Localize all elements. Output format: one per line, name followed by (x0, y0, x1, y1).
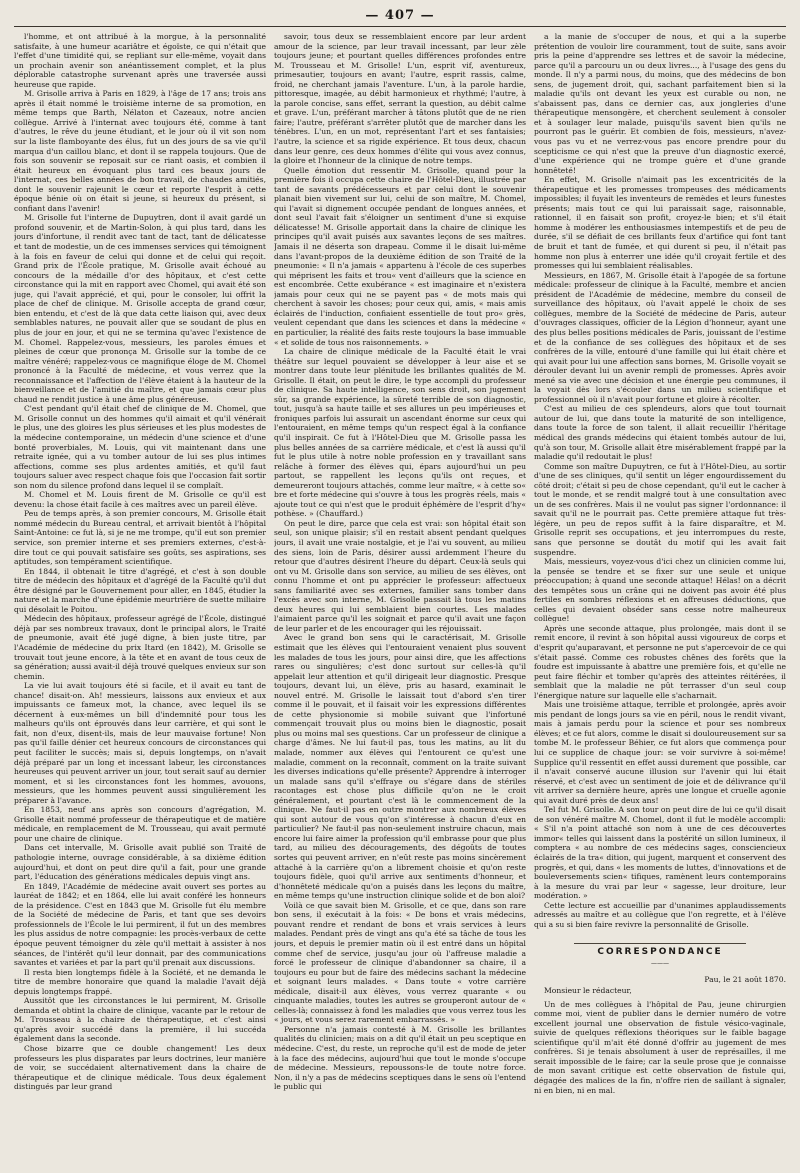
letter-salutation: Monsieur le rédacteur, (544, 986, 632, 996)
paragraph: Chose bizarre que ce double changement! Les deux professeurs les plus disparates par leurs doctrines, leur manière de voir, se succédaient alternativement dans la chaire de thérapeutique et de clinique médicale. Tous deux également distingués par leur grand (14, 1043, 266, 1092)
letter-dateline: Pau, le 21 août 1870. (704, 974, 786, 984)
paragraph: La chaire de clinique médicale de la Faculté était le vrai théâtre sur lequel pouvaient se développer à leur aise et se montrer dans toute leur plénitude les brillantes qualités de M. Grisolle. Il était, on peut le dire, le type accompli du professeur de clinique. Sa haute intelligence, son sens droit, son jugement sûr, sa grande expérience, la sûreté terrible de son diagnostic, tout, jusqu'à sa haute taille et ses allures un peu impérieuses et froniques parfois lui assurait un ascendant énorme sur ceux qui l'entouraient, en même temps qu'un respect égal à la confiance qu'il inspirait. Ce fut à l'Hôtel-Dieu que M. Grisolle passa les plus belles années de sa carrière médicale, et c'est là aussi qu'il fut le plus utile à notre noble profession en y travaillant sans relâche à former des élèves qui, épars aujourd'hui un peu partout, se rappellent les leçons qu'ils ont reçues, et demeureront toujours attachés, comme leur maître, « à cette so« bre et forte médecine qui s'ouvre à tous les progrès réels, mais « ajoute tout ce qui n'est que le produit éphémère de l'esprit d'hy« pothèse. » (Chauffard.) (274, 347, 526, 519)
paragraph: C'est au milieu de ces splendeurs, alors que tout tournait autour de lui, que dans toute la maturité de son intelligence, dans toute la force de son talent, il allait recueillir l'héritage médical des grands médecins qui étaient tombés autour de lui, qu'à son tour, M. Grisolle allait être misérablement frappé par la maladie qu'il redoutait le plus! (534, 404, 786, 462)
paragraph: Voilà ce que savait bien M. Grisolle, et ce que, dans son rare bon sens, il exécutait à la fois: « De bons et vrais médecins, pouvant rendre et rendant de bons et vrais services à leurs malades. Pendant près de vingt ans qu'a été sa tâche de tous les jours, et depuis le premier matin où il est entré dans un hôpital comme chef de service, jusqu'au jour où l'affreuse maladie a forcé le professeur de clinique d'abandonner sa chaire, il a toujours eu pour but de faire des médecins sachant la médecine et soignant leurs malades. « Dans toute « votre carrière médicale, disait-il aux élèves, vous verrez quarante « ou cinquante maladies, toutes les autres se grouperont autour de « celles-là; connaissez à fond les maladies que vous verrez tous les « jours, et vous serez rarement embarrassés. » (274, 900, 526, 1025)
paragraph: a la manie de s'occuper de nous, et qui a la superbe prétention de vouloir lire couramment, tout de suite, sans avoir pris la peine d'apprendre ses lettres et de savoir la médecine, parce qu'il a parcouru un ou deux livres..., à l'usage des gens du monde. Il n'y a parmi nous, du moins, que des médecins de bon sens, de jugement droit, qui, sachant parfaitement bien si la maladie qu'ils ont devant les yeux est curable ou non, ne s'abaissent pas, dans ce dernier cas, aux jongleries d'une thérapeutique mensongère, et cherchent seulement à consoler et à soulager leur malade, puisqu'ils savent bien qu'ils ne pourront pas le guérir. Et combien de fois, messieurs, n'avez-vous pas vu et ne verrez-vous pas encore prendre pour du scepticisme ce qui n'est que la preuve d'un diagnostic exercé, d'une expérience qui ne trompe guère et d'une grande honnêteté! (534, 32, 786, 175)
paragraph: Messieurs, en 1867, M. Grisolle était à l'apogée de sa fortune médicale: professeur de clinique à la Faculté, membre et ancien président de l'Académie de médecine, membre du conseil de surveillance des hôpitaux, où l'avait appelé le choix de ses collègues, membre de la Société de médecine de Paris, auteur d'ouvrages classiques, officier de la Légion d'honneur, ayant une des plus belles positions médicales de Paris, jouissant de l'estime et de la confiance de ses collègues des hôpitaux et de ses confrères de la ville, entouré d'une famille qui lui était chère et qui avait pour lui une affection sans bornes, M. Grisolle voyait se dérouler devant lui un avenir rempli de promesses. Après avoir mené sa vie avec une décision et une énergie peu communes, il la voyait dès lors s'écouler dans un milieu scientifique et professionnel où il n'avait pour fortune et gloire à récolter. (534, 270, 786, 404)
column-right-paragraphs (534, 32, 786, 929)
header-rule (14, 26, 786, 27)
article-columns (14, 32, 786, 1166)
paragraph: Aussitôt que les circonstances le lui permirent, M. Grisolle demanda et obtint la chaire de clinique, vacante par le retour de M. Trousseau à la chaire de thérapeutique, et c'est ainsi qu'après avoir succédé dans la première, il lui succéda également dans la seconde. (14, 996, 266, 1044)
column-right (534, 32, 786, 1166)
correspondence-section (534, 943, 786, 968)
paragraph: Mais, messieurs, voyez-vous d'ici chez un clinicien comme lui, la pensée se tendre et se fixer sur une seule et unique préoccupation; à quand une seconde attaque! Hélas! on a décrit des tempêtes sous un crâne qui ne doivent pas avoir été plus fertiles en sombres réflexions et en affreuses déductions, que celles qui devaient obséder sans cesse notre malheureux collègue! (534, 557, 786, 624)
paragraph: La vie lui avait toujours été si facile, et il avait eu tant de chance! disait-on. Ah! messieurs, laissons aux envieux et aux impuissants ce fameux mot, la chance, avec lequel ils se décernent à eux-mêmes un bill d'indemnité pour tous les malheurs qu'ils ont éprouvés dans leur carrière, et qui sont le fait, non d'eux, disent-ils, mais de leur mauvaise fortune! Non pas qu'il faille dénier cet heureux concours de circonstances qui peut faciliter le succès; mais si, depuis longtemps, on n'avait déjà préparé par un long et incessant labeur, les circonstances heureuses qui peuvent arriver un jour, tout serait sauf au dernier moment, et si les circonstances font les hommes, avouons, messieurs, que les hommes peuvent aussi singulièrement les préparer à l'avance. (14, 681, 266, 805)
column-left (14, 32, 266, 1166)
section-ornament: ——— (651, 959, 669, 967)
paragraph: Il resta bien longtemps fidèle à la Société, et ne demanda le titre de membre honoraire que quand la maladie l'avait déjà depuis longtemps frappé. (14, 967, 266, 996)
paragraph: En 1844, il obtenait le titre d'agrégé, et c'est à son double titre de médecin des hôpitaux et d'agrégé de la Faculté qu'il dut être désigné par le Gouvernement pour aller, en 1845, étudier la nature et la marche d'une épidémie meurtrière de suette miliaire qui désolait le Poitou. (14, 566, 266, 614)
page-number: — 407 — (365, 8, 435, 23)
paragraph: Quelle émotion dut ressentir M. Grisolle, quand pour la première fois il occupa cette chaire de l'Hôtel-Dieu, illustrée par tant de savants prédécesseurs et par celui dont le souvenir planait bien vivement sur lui, celui de son maître, M. Chomel, qui l'avait si dignement occupée pendant de longues années, et dont seul l'avait fait s'éloigner un sentiment d'une si exquise délicatesse! M. Grisolle apportait dans la chaire de clinique les principes qu'il avait puisés aux savantes leçons de ses maîtres. Jamais il ne déserta son drapeau. Comme il le disait lui-même dans l'avant-propos de la deuxième édition de son Traité de la pneumonie: « Il n'a jamais « appartenu à l'école de ces superbes qui méprisent les faits et trou« vent d'ailleurs que la science en est encombrée. Cette exubérance « est imaginaire et n'existera jamais pour ceux qui ne se payent pas « de mots mais qui cherchent à savoir les choses; pour ceux qui, amis, « mais amis éclairés de l'induction, confiaient essentielle de tout pro« grès, veulent cependant que dans les sciences et dans la médecine « en particulier, la réalité des faits reste toujours la base immuable « et solide de tous nos raisonnements. » (274, 165, 526, 347)
paragraph: On peut le dire, parce que cela est vrai: son hôpital était son seul, son unique plaisir; s'il en restait absent pendant quelques jours, il avait une vraie nostalgie, et je l'ai vu souvent, au milieu des siens, loin de Paris, désirer aussi ardemment l'heure du retour que d'autres désirent l'heure du départ. Ceux-là seuls qui ont vu M. Grisolle dans son service, au milieu de ses élèves, ont connu l'homme et ont pu apprécier le professeur: affectueux sans familiarité avec ses externes, familier sans tomber dans l'excès avec son interne, M. Grisolle passait là tous les matins deux heures qui lui semblaient bien courtes. Les malades l'aimaient parce qu'il les soignait et parce qu'il avait une façon de leur parler et de les encourager qui les réjouissait. (274, 518, 526, 633)
paragraph: En 1853, neuf ans après son concours d'agrégation, M. Grisolle était nommé professeur de thérapeutique et de matière médicale, en remplacement de M. Trousseau, qui avait permuté pour une chaire de clinique. (14, 805, 266, 843)
paragraph: Mais une troisième attaque, terrible et prolongée, après avoir mis pendant de longs jours sa vie en péril, nous le rendit vivant, mais à jamais perdu pour la science et pour ses nombreux élèves; et ce fut alors, comme le disait si douloureusement sur sa tombe M. le professeur Béhier, ce fut alors que commença pour lui ce supplice de chaque jour: se voir survivre à soi-même! Supplice qu'il ressentit en effet aussi durement que possible, car il n'avait conservé aucune illusion sur l'avenir qui lui était réservé, et c'est avec un sentiment de joie et de délivrance qu'il vit arriver sa dernière heure, après une longue et cruelle agonie qui avait duré près de deux ans! (534, 700, 786, 805)
letter-body: Un de mes collègues à l'hôpital de Pau, jeune chirurgien comme moi, vient de publier dans le dernier numéro de votre excellent journal une observation de fistule vésico-vaginale, suivie de quelques réflexions théoriques sur le faible bagage scientifique qu'il m'ait été donné d'offrir au jugement de mes confrères. Si je tenais absolument à user de représailles, il me serait impossible de le faire; car la seule prose que je connaisse de mon savant critique est cette observation de fistule qui, dégagée des malices de la fin, n'offre rien de saillant à signaler, ni en bien, ni en mal. (534, 999, 786, 1095)
paragraph: Dans cet intervalle, M. Grisolle avait publié son Traité de pathologie interne, ouvrage considérable, à sa dixième édition aujourd'hui, et dont on peut dire qu'il a fait, pour une grande part, l'éducation des générations médicales depuis vingt ans. (14, 843, 266, 882)
paragraph: Comme son maître Dupuytren, ce fut à l'Hôtel-Dieu, au sortir d'une de ses cliniques, qu'il sentit un léger engourdissement du côté droit; c'était si peu de chose cependant, qu'il eut le cacher à tout le monde, et se rendit malgré tout à une consultation avec un de ses confrères. Mais il ne voulut pas signer l'ordonnance: il savait qu'il ne le pourrait pas. Cette première attaque fut très-légère, un peu de repos suffit à la faire disparaître, et M. Grisolle reprit ses occupations, et jeu interrompues du reste, sans que personne se doutât du motif qui les avait fait suspendre. (534, 461, 786, 557)
paragraph: Médecin des hôpitaux, professeur agrégé de l'École, distingué déjà par ses nombreux travaux, dont le principal alors, le Traité de pneumonie, avait été jugé digne, à bien juste titre, par l'Académie de médecine du prix Itard (en 1842), M. Grisolle se trouvait tout jeune encore, à la tête et en avant de tous ceux de sa génération; aussi avait-il déjà trouvé quelques envieux sur son chemin. (14, 614, 266, 681)
paragraph: Cette lecture est accueillie par d'unanimes applaudissements adressés au maître et au collègue que l'on regrette, et à l'élève qui a su si bien faire revivre la personnalité de Grisolle. (534, 900, 786, 929)
paragraph: Tel fut M. Grisolle. A son tour on peut dire de lui ce qu'il disait de son vénéré maître M. Chomel, dont il fut le modèle accompli: « S'il n'a point attaché son nom à une de ces découvertes immor« telles qui laissent dans la postérité un sillon lumineux, il comptera « au nombre de ces médecins sages, consciencieux éclairés de la tra« dition, qui jugent, marquent et conservent des progrès, et qui, dans « les moments de luttes, d'innovations et de bouleversements scien« tifiques, ramènent leurs contemporains à la mesure du vrai par leur « sagesse, leur droiture, leur modération. » (534, 805, 786, 901)
paragraph: En 1849, l'Académie de médecine avait ouvert ses portes au lauréat de 1842; et en 1864, elle lui avait conféré les honneurs de la présidence. C'est en 1843 que M. Grisolle fut élu membre de la Société de médecine de Paris, et tant que ses devoirs professionnels de l'École le lui permirent, il fut un des membres les plus assidus de notre compagnie: les procès-verbaux de cette époque peuvent témoigner du zèle qu'il mettait à assister à nos séances, de l'intérêt qu'il leur donnait, par des communications savantes et variées et par la part qu'il prenait aux discussions. (14, 881, 266, 968)
correspondence-title: CORRESPONDANCE (597, 947, 723, 958)
section-rule (574, 943, 746, 944)
paragraph: l'homme, et ont attribué à la morgue, à la personnalité satisfaite, à une humeur acariâtre et égoïste, ce qui n'était que l'effet d'une timidité qui, se repliant sur elle-même, voyait dans un prochain avenir son anéantissement complet, et la plus déplorable catastrophe survenant après une traversée aussi heureuse que rapide. (14, 32, 266, 89)
paragraph: En effet, M. Grisolle n'aimait pas les excentricités de la thérapeutique et les promesses trompeuses des médicaments impossibles; il fuyait les inventeurs de remèdes et leurs funestes présents; mais tout ce qui lui paraissait sage, raisonnable, rationnel, il en faisait son profit, croyez-le bien; et s'il était homme à modérer les enthousiasmes intempestifs et de peu de durée, s'il se défiait de ces brillants feux d'artifice qui font tant de bruit et tant de fumée, et qui durent si peu, il n'était pas homme non plus à enterrer une idée qu'il croyait fertile et des promesses qui lui semblaient réalisables. (534, 175, 786, 271)
paragraph: M. Chomel et M. Louis firent de M. Grisolle ce qu'il est devenu: la chose était facile à ces maîtres avec un pareil élève. (14, 490, 266, 509)
paragraph: M. Grisolle arriva à Paris en 1829, à l'âge de 17 ans; trois ans après il était nommé le troisième interne de sa promotion, en même temps que Barth, Nélaton et Cazeaux, notre ancien collègue. Arrivé à l'internat avec toujours été, comme à tant d'autres, le rêve du jeune étudiant, et le jour où il vit son nom sur la liste flamboyante des élus, fut un des jours de sa vie qu'il marqua d'un caillou blanc, et dont il se rappela toujours. Que de fois son souvenir se reposait sur ce riant oasis, et combien il était heureux en évoquant plus tard ces beaux jours de l'internat, ces belles années de bon travail, de chaudes amitiés, dont le souvenir rajeunit le cœur et reporte l'esprit à cette époque bénie où on était si jeune, si heureux du présent, si confiant dans l'avenir! (14, 89, 266, 213)
paragraph: Avec le grand bon sens qui le caractérisait, M. Grisolle estimait que les élèves qui l'entouraient venaient plus souvent les malades de tous les jours, pour ainsi dire, que les affections rares ou singulières; c'est donc surtout sur celles-là qu'il appelait leur attention et qu'il dirigeait leur diagnostic. Presque toujours, devant lui, un élève, pris au hasard, examinait le nouvel entré. M. Grisolle le laissait tout d'abord s'en tirer comme il le pouvait, et il faisait voir les expressions différentes de cette physionomie si mobile suivant que l'infortuné commençait trouvait plus ou moins bien le diagnostic, posait plus ou moins mal ses questions. Car un professeur de clinique a charge d'âmes. Ne lui faut-il pas, tous les matins, au lit du malade, nommer aux élèves qui l'entourent ce qu'est une maladie, comment on la reconnaît, comment on la traite suivant les diverses indications qu'elle présente? Apprendre à interroger un malade sans qu'il s'effraye ou s'égare dans de stériles racontages est chose plus difficile qu'on ne le croit généralement, et pourtant c'est là le commencement de la clinique. Ne faut-il pas en outre montrer aux nombreux élèves qui sont autour de vous qu'on s'intéresse à chacun d'eux en particulier? Ne faut-il pas non-seulement instruire chacun, mais encore lui faire aimer la profession qu'il embrasse pour que plus tard, au milieu des découragements, des dégoûts de toutes sortes qui peuvent arriver, en n'eût reste pas moins sincèrement attaché à la carrière qu'on a librement choisie et qu'on reste toujours fidèle, quoi qu'il arrive aux sentiments d'honneur, et d'honnêteté médicale qu'on a puisés dans les leçons du maître, en même temps qu'une instruction clinique solide et de bon aloi? (274, 633, 526, 901)
paragraph: C'est pendant qu'il était chef de clinique de M. Chomel, que M. Grisolle connut un des hommes qu'il aimait et qu'il vénérait le plus, une des gloires les plus sérieuses et les plus modestes de la médecine contemporaine, un médecin d'une science et d'une bonté proverbiales, M. Louis, qui vit maintenant dans une retraite ignée, qui a vu tomber autour de lui ses plus intimes affections, comme ses plus ardentes amitiés, et qu'il faut toujours saluer avec respect chaque fois que l'occasion fait sortir son nom du silence profond dans lequel il se complaît. (14, 404, 266, 490)
column-middle (274, 32, 526, 1166)
paragraph: M. Grisolle fut l'interne de Dupuytren, dont il avait gardé un profond souvenir, et de Martin-Solon, à qui plus tard, dans les jours d'infortune, il rendit avec tant de tact, tant de délicatesse et tant de modestie, un de ces immenses services qui témoignent à la fois en faveur de celui qui donne et de celui qui reçoit. Grand prix de l'École pratique, M. Grisolle avait échoué au concours de la médaille d'or des hôpitaux, et c'est cette circonstance qui la mit en rapport avec Chomel, qui avait été son juge, qui l'avait apprécié, et qui, pour le consoler, lui offrit la place de chef de clinique. M. Grisolle accepta de grand cœur, bien entendu, et c'est de là que data cette liaison qui, avec deux semblables natures, ne pouvait aller que se soudant de plus en plus de jour en jour, et qui ne se termina qu'avec l'existence de M. Chomel. Rappelez-vous, messieurs, les paroles émues et pleines de cœur que prononça M. Grisolle sur la tombe de ce maître vénéré; rappelez-vous ce magnifique éloge de M. Chomel prononcé à la Faculté de médecine, et vous verrez que la reconnaissance et l'affection de l'élève étaient à la hauteur de la bienveillance et de l'amitié du maître, et que jamais cœur plus chaud ne rendit justice à une âme plus généreuse. (14, 213, 266, 404)
paragraph: Personne n'a jamais contesté à M. Grisolle les brillantes qualités du clinicien; mais on a dit qu'il était un peu sceptique en médecine. C'est, du reste, un reproche qu'il est de mode de jeter à la face des médecins, aujourd'hui que tout le monde s'occupe de médecine. Messieurs, repoussons-le de toute notre force. Non, il n'y a pas de médecins sceptiques dans le sens où l'entend le public qui (274, 1024, 526, 1092)
paragraph: savoir, tous deux se ressemblaient encore par leur ardent amour de la science, par leur travail incessant, par leur zèle toujours jeune; et pourtant quelles différences profondes entre M. Trousseau et M. Grisolle! L'un, esprit vif, aventureux, primesautier, toujours en avant; l'autre, esprit rassis, calme, froid, ne cherchant jamais l'aventure. L'un, à la parole hardie, pittoresque, imagée, au débit harmonieux et rhythmé; l'autre, à la parole concise, sans effet, serrant la question, au débit calme et grave. L'un, préférant marcher à tâtons plutôt que de ne rien faire; l'autre, préférant s'arrêter plutôt que de marcher dans les ténèbres. L'un, en un mot, représentant l'art et ses fantaisies; l'autre, la science et sa rigide expérience. Et tous deux, chacun dans leur genre, ces deux hommes d'élite qui vous avez connus, la gloire et l'honneur de la clinique de notre temps. (274, 32, 526, 166)
paragraph: Peu de temps après, à son premier concours, M. Grisolle était nommé médecin du Bureau central, et arrivait bientôt à l'hôpital Saint-Antoine: ce fut là, si je ne me trompe, qu'il eut son premier service, son premier interne et ses premiers externes, c'est-à-dire tout ce qui pouvait satisfaire ses goûts, ses aspirations, ses aptitudes, son tempérament scientifique. (14, 509, 266, 567)
paragraph: Après une seconde attaque, plus prolongée, mais dont il se remit encore, il revint à son hôpital aussi vigoureux de corps et d'esprit qu'auparavant, et personne ne put s'apercevoir de ce qui s'était passé. Comme ces robustes chênes des forêts que la foudre est impuissante à abattre une première fois, et qu'elle ne peut faire fléchir et tomber qu'après des atteintes réitérées, il semblait que la maladie ne pût terrasser d'un seul coup l'énergique nature sur laquelle elle s'acharnait. (534, 623, 786, 700)
